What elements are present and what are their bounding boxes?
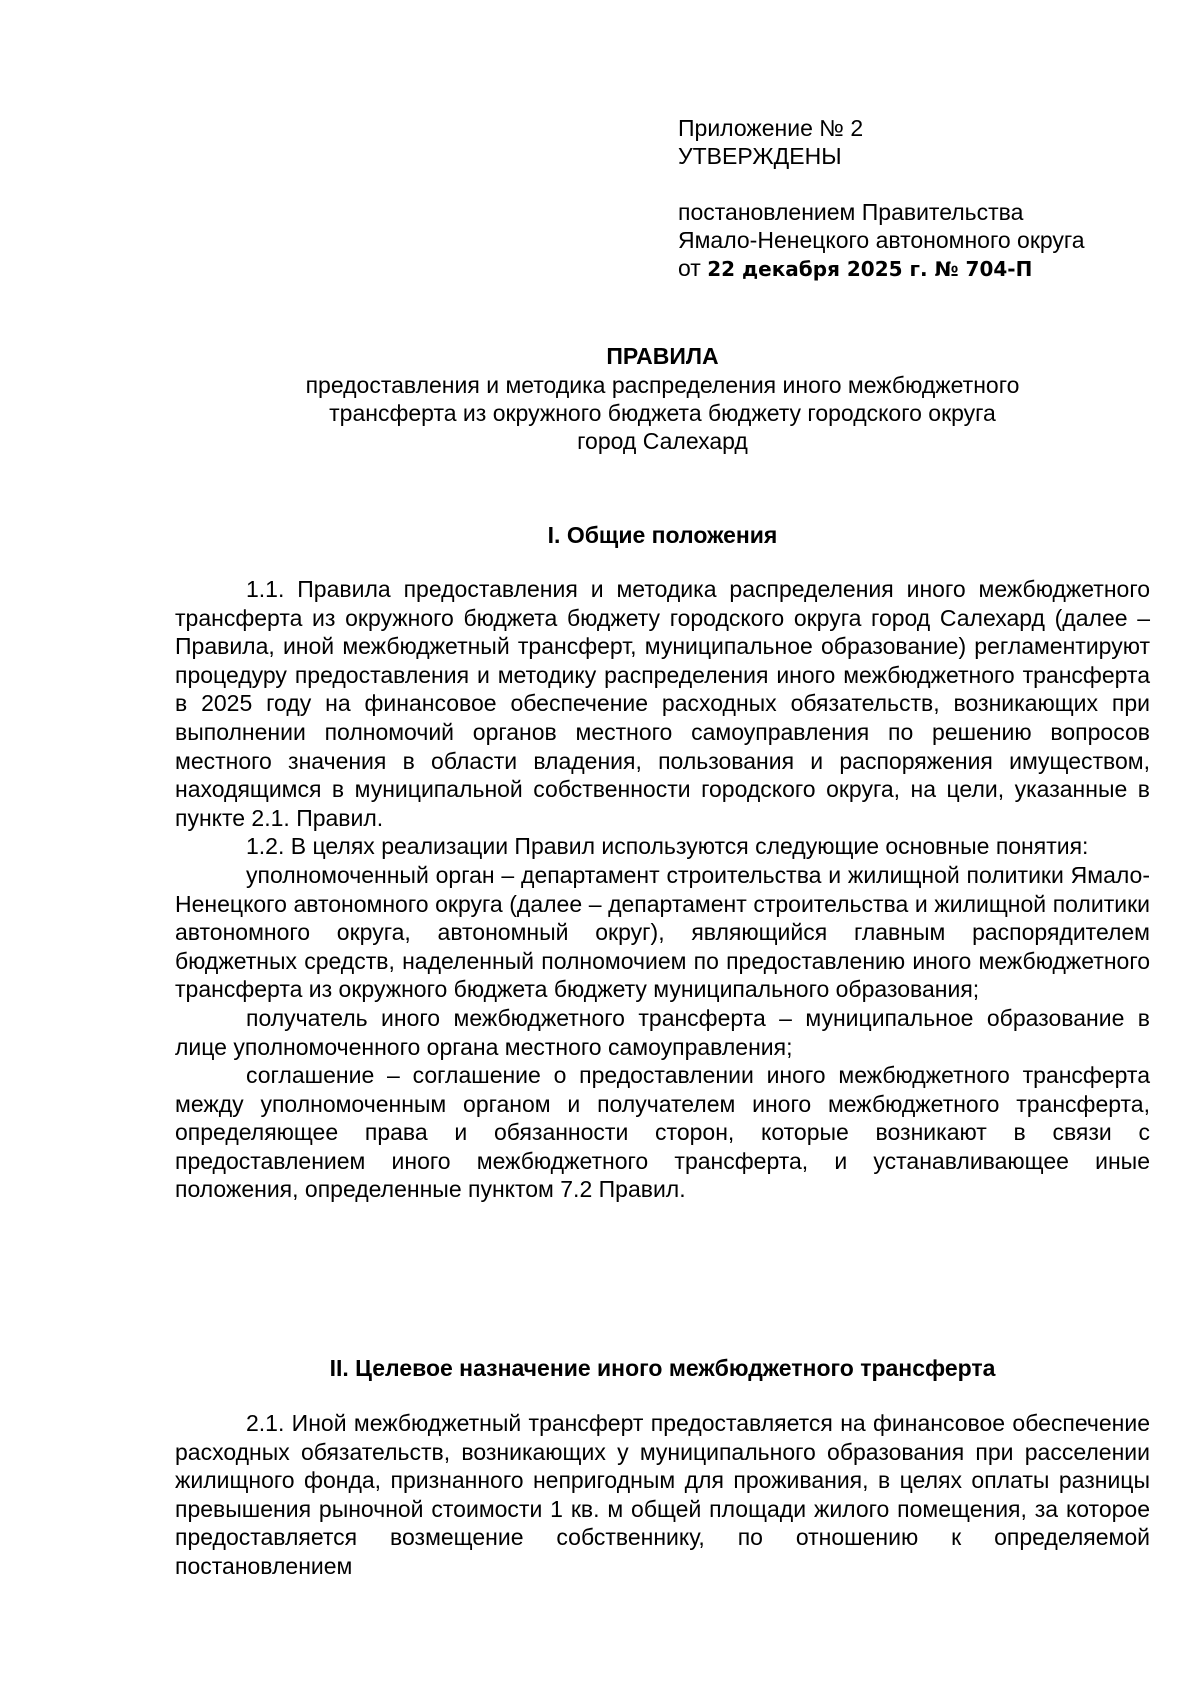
approval-block — [678, 114, 1178, 283]
section-heading-2: II. Целевое назначение иного межбюджетного трансферта — [329, 1355, 996, 1381]
definition-agreement: соглашение – соглашение о предоставлении иного межбюджетного трансферта между уполномоченным органом и получателем иного межбюджетного трансферта, определяющее права и обязанности сторон, которые возникают в связи с предоставлением иного межбюджетного трансферта, и устанавливающее иные положения, определенные пунктом 7.2 Правил. — [175, 1062, 1150, 1203]
resolution-date-number: 22 декабря 2025 г. № 704-П — [707, 257, 1033, 281]
approval-authority-line2: Ямало-Ненецкого автономного округа — [678, 227, 1085, 253]
paragraph-2-1: 2.1. Иной межбюджетный трансферт предоставляется на финансовое обеспечение расходных обязательств, возникающих у муниципального образования при расселении жилищного фонда, признанного непригодным для проживания, в целях оплаты разницы превышения рыночной стоимости 1 кв. м общей площади жилого помещения, за которое предоставляется возмещение собственнику, по отношению к определяемой постановлением — [175, 1410, 1150, 1579]
section-heading-1: I. Общие положения — [547, 522, 778, 548]
appendix-number: Приложение № 2 — [678, 115, 864, 141]
section-2-body — [175, 1409, 1150, 1581]
paragraph-1-1: 1.1. Правила предоставления и методика распределения иного межбюджетного трансферта из окружного бюджета бюджету городского округа город Салехард (далее – Правила, иной межбюджетный трансферт, муниципальное образование) регламентируют процедуру предоставления и методику распределения иного межбюджетного трансферта в 2025 году на финансовое обеспечение расходных обязательств, возникающих при выполнении полномочий органов местного самоуправления по решению вопросов местного значения в области владения, пользования и распоряжения имуществом, находящимся в муниципальной собственности городского округа, на цели, указанные в пункте 2.1. Правил. — [175, 576, 1150, 831]
approval-authority-line1: постановлением Правительства — [678, 199, 1024, 225]
paragraph-1-2: 1.2. В целях реализации Правил используются следующие основные понятия: — [246, 833, 1089, 860]
subtitle-line1: предоставления и методика распределения иного межбюджетного — [305, 372, 1020, 398]
date-prefix: от — [678, 255, 701, 281]
definition-recipient: получатель иного межбюджетного трансферта – муниципальное образование в лице уполномоченного органа местного самоуправления; — [175, 1004, 1150, 1060]
document-title-block — [175, 342, 1150, 455]
document-title: ПРАВИЛА — [606, 343, 719, 369]
section-1-body — [175, 575, 1150, 1204]
approved-label: УТВЕРЖДЕНЫ — [678, 143, 842, 169]
spacer — [678, 170, 1178, 198]
definition-authorized-body: уполномоченный орган – департамент строительства и жилищной политики Ямало-Ненецкого автономного округа (далее – департамент строительства и жилищной политики автономного округа, автономный округ), являющийся главным распорядителем бюджетных средств, наделенный полномочием по предоставлению иного межбюджетного трансферта из окружного бюджета бюджету муниципального образования; — [175, 861, 1150, 1003]
subtitle-line2: трансферта из окружного бюджета бюджету городского округа — [329, 400, 996, 426]
approval-date-line — [678, 254, 1178, 283]
subtitle-line3: город Салехард — [577, 428, 748, 454]
